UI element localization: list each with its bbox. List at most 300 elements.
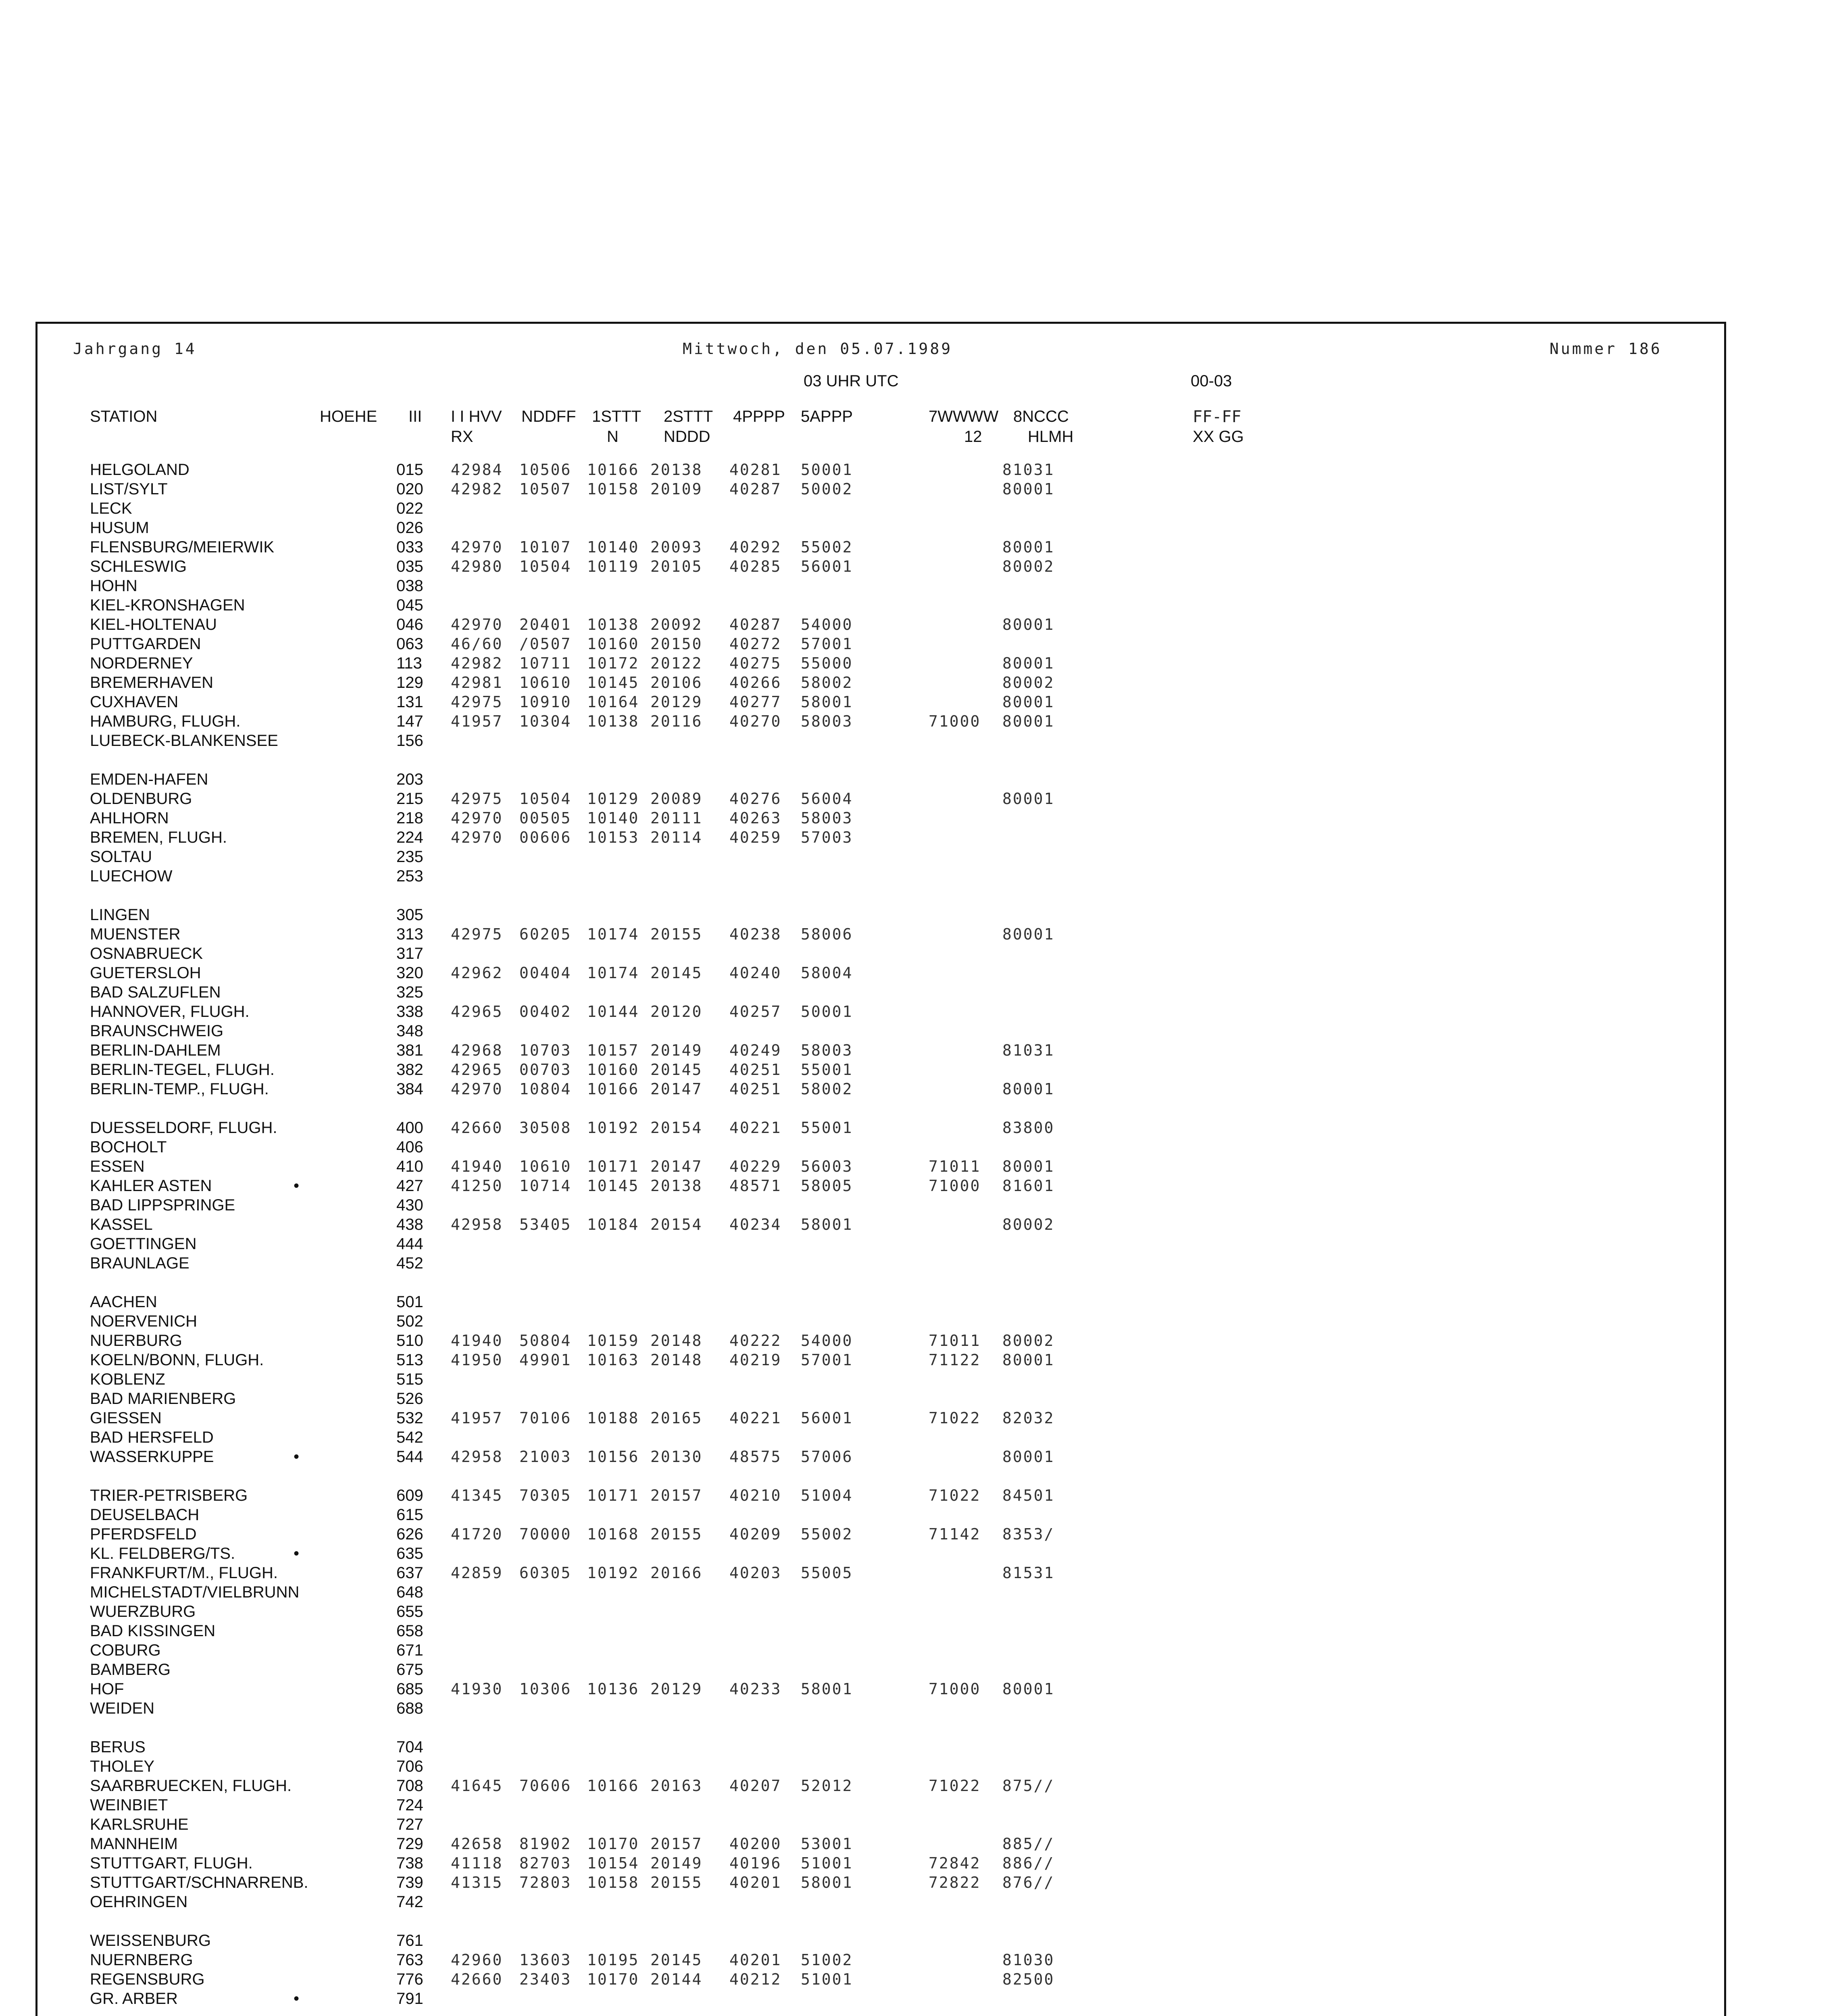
code-sttt1: 10158 (587, 1874, 639, 1891)
station-iii: 761 (396, 1932, 423, 1949)
col-5appp: 5APPP (801, 408, 853, 425)
station-name: FLENSBURG/MEIERWIK (90, 538, 275, 556)
code-appp: 54000 (801, 616, 853, 633)
code-nccc: 876// (1002, 1874, 1055, 1891)
station-name: MICHELSTADT/VIELBRUNN (90, 1583, 300, 1601)
code-pppp: 40276 (729, 790, 782, 808)
code-wwww: 71122 (929, 1351, 981, 1369)
station-name: BERUS (90, 1738, 146, 1756)
station-name: KASSEL (90, 1216, 153, 1233)
station-iii: 218 (396, 809, 423, 827)
code-nddff: 10107 (519, 538, 572, 556)
code-nddff: 30508 (519, 1119, 572, 1137)
code-nccc: 82032 (1002, 1409, 1055, 1427)
station-name: KIEL-KRONSHAGEN (90, 596, 245, 614)
code-appp: 50002 (801, 480, 853, 498)
code-appp: 57001 (801, 635, 853, 653)
station-iii: 688 (396, 1699, 423, 1717)
station-iii: 671 (396, 1641, 423, 1659)
station-name: EMDEN-HAFEN (90, 771, 208, 788)
station-name: BAD SALZUFLEN (90, 983, 221, 1001)
code-sttt1: 10195 (587, 1951, 639, 1969)
col-8nccc: 8NCCC (1013, 408, 1069, 425)
code-sttt1: 10192 (587, 1119, 639, 1137)
code-nddff: 00404 (519, 964, 572, 982)
station-iii: 253 (396, 867, 423, 885)
station-name: TRIER-PETRISBERG (90, 1487, 248, 1504)
code-sttt2: 20130 (650, 1448, 703, 1466)
station-name: KL. FELDBERG/TS. (90, 1545, 235, 1562)
col-7wwww-sub: 12 (964, 428, 982, 446)
station-iii: 382 (396, 1061, 423, 1079)
code-pppp: 40259 (729, 829, 782, 846)
code-sttt1: 10188 (587, 1409, 639, 1427)
station-iii: 515 (396, 1370, 423, 1388)
code-ihvv: 41250 (451, 1177, 503, 1195)
code-sttt1: 10171 (587, 1487, 639, 1504)
station-name: NORDERNEY (90, 654, 193, 672)
code-nddff: 00703 (519, 1061, 572, 1079)
time-label: 03 UHR UTC (804, 372, 899, 390)
col-ff: FF-FF (1193, 408, 1241, 426)
code-pppp: 40257 (729, 1003, 782, 1020)
station-name: BAMBERG (90, 1661, 171, 1679)
station-iii: 325 (396, 983, 423, 1001)
station-iii: 452 (396, 1254, 423, 1272)
station-iii: 384 (396, 1080, 423, 1098)
code-appp: 58001 (801, 1874, 853, 1891)
station-iii: 022 (396, 500, 423, 517)
code-pppp: 40238 (729, 925, 782, 943)
code-appp: 56001 (801, 1409, 853, 1427)
code-ihvv: 42970 (451, 1080, 503, 1098)
station-name: BERLIN-TEMP., FLUGH. (90, 1080, 269, 1098)
code-sttt2: 20149 (650, 1854, 703, 1872)
code-nccc: 80001 (1002, 1448, 1055, 1466)
code-appp: 50001 (801, 1003, 853, 1020)
code-sttt1: 10168 (587, 1525, 639, 1543)
code-wwww: 71000 (929, 1680, 981, 1698)
station-iii: 526 (396, 1390, 423, 1408)
col-2sttt-sub: NDDD (664, 428, 710, 446)
station-name: BREMERHAVEN (90, 674, 213, 691)
code-wwww: 71011 (929, 1332, 981, 1350)
station-iii: 427 (396, 1177, 423, 1195)
code-sttt2: 20147 (650, 1158, 703, 1175)
code-nddff: 49901 (519, 1351, 572, 1369)
code-pppp: 40249 (729, 1041, 782, 1059)
station-iii: 738 (396, 1854, 423, 1872)
code-sttt1: 10145 (587, 674, 639, 691)
code-nccc: 80001 (1002, 538, 1055, 556)
station-name: HOHN (90, 577, 137, 595)
station-name: BAD KISSINGEN (90, 1622, 216, 1640)
station-name: HOF (90, 1680, 124, 1698)
code-sttt1: 10166 (587, 461, 639, 479)
code-ihvv: 46/60 (451, 635, 503, 653)
code-pppp: 40229 (729, 1158, 782, 1175)
code-pppp: 40203 (729, 1564, 782, 1582)
code-nccc: 84501 (1002, 1487, 1055, 1504)
station-iii: 224 (396, 829, 423, 846)
code-sttt1: 10145 (587, 1177, 639, 1195)
code-appp: 56001 (801, 558, 853, 575)
station-name: LIST/SYLT (90, 480, 168, 498)
station-name: PUTTGARDEN (90, 635, 201, 653)
code-nccc: 80001 (1002, 925, 1055, 943)
code-ihvv: 42970 (451, 538, 503, 556)
code-sttt2: 20149 (650, 1041, 703, 1059)
code-appp: 58002 (801, 674, 853, 691)
station-name: LUECHOW (90, 867, 173, 885)
code-ihvv: 42980 (451, 558, 503, 575)
station-iii: 501 (396, 1293, 423, 1311)
code-sttt2: 20155 (650, 925, 703, 943)
station-iii: 727 (396, 1816, 423, 1833)
code-ihvv: 42970 (451, 809, 503, 827)
code-ihvv: 42970 (451, 829, 503, 846)
code-nddff: 70606 (519, 1777, 572, 1795)
code-pppp: 40281 (729, 461, 782, 479)
station-iii: 637 (396, 1564, 423, 1582)
code-sttt2: 20106 (650, 674, 703, 691)
code-nddff: 50804 (519, 1332, 572, 1350)
code-sttt1: 10144 (587, 1003, 639, 1020)
station-iii: 313 (396, 925, 423, 943)
code-ihvv: 42975 (451, 790, 503, 808)
code-nccc: 81531 (1002, 1564, 1055, 1582)
station-iii: 542 (396, 1429, 423, 1446)
code-ihvv: 42975 (451, 925, 503, 943)
code-appp: 51002 (801, 1951, 853, 1969)
code-sttt1: 10163 (587, 1351, 639, 1369)
code-appp: 54000 (801, 1332, 853, 1350)
code-ihvv: 41950 (451, 1351, 503, 1369)
code-sttt1: 10136 (587, 1680, 639, 1698)
code-nccc: 80001 (1002, 1080, 1055, 1098)
station-name: BERLIN-TEGEL, FLUGH. (90, 1061, 275, 1079)
station-name: DEUSELBACH (90, 1506, 200, 1524)
station-name: SCHLESWIG (90, 558, 187, 575)
station-iii: 708 (396, 1777, 423, 1795)
code-pppp: 40221 (729, 1409, 782, 1427)
code-appp: 58003 (801, 809, 853, 827)
code-sttt2: 20116 (650, 712, 703, 730)
bergstation-marker: • (294, 1545, 300, 1562)
code-wwww: 72842 (929, 1854, 981, 1872)
code-nddff: 23403 (519, 1970, 572, 1988)
code-pppp: 40287 (729, 616, 782, 633)
station-iii: 215 (396, 790, 423, 808)
code-pppp: 40234 (729, 1216, 782, 1233)
code-ihvv: 42960 (451, 1951, 503, 1969)
code-ihvv: 41930 (451, 1680, 503, 1698)
station-iii: 655 (396, 1603, 423, 1620)
station-name: BAD LIPPSPRINGE (90, 1196, 235, 1214)
col-hoehe: HOEHE (320, 408, 377, 425)
code-sttt2: 20148 (650, 1351, 703, 1369)
code-sttt2: 20157 (650, 1835, 703, 1853)
code-sttt2: 20148 (650, 1332, 703, 1350)
code-sttt1: 10157 (587, 1041, 639, 1059)
code-nccc: 80001 (1002, 1351, 1055, 1369)
station-iii: 147 (396, 712, 423, 730)
code-nccc: 80002 (1002, 1216, 1055, 1233)
station-iii: 626 (396, 1525, 423, 1543)
code-ihvv: 42982 (451, 480, 503, 498)
code-nddff: 10714 (519, 1177, 572, 1195)
station-iii: 532 (396, 1409, 423, 1427)
station-iii: 704 (396, 1738, 423, 1756)
station-name: NOERVENICH (90, 1312, 197, 1330)
code-ihvv: 42981 (451, 674, 503, 691)
code-pppp: 40221 (729, 1119, 782, 1137)
code-wwww: 71142 (929, 1525, 981, 1543)
station-name: OLDENBURG (90, 790, 192, 808)
code-appp: 57001 (801, 1351, 853, 1369)
code-pppp: 40233 (729, 1680, 782, 1698)
code-sttt2: 20114 (650, 829, 703, 846)
code-sttt2: 20155 (650, 1874, 703, 1891)
station-name: REGENSBURG (90, 1970, 205, 1988)
station-name: WUERZBURG (90, 1603, 196, 1620)
station-iii: 729 (396, 1835, 423, 1853)
code-sttt2: 20129 (650, 693, 703, 711)
code-pppp: 40285 (729, 558, 782, 575)
code-pppp: 40200 (729, 1835, 782, 1853)
bergstation-marker: • (294, 1448, 300, 1466)
report-frame (35, 322, 1726, 2016)
col-1sttt: 1STTT (592, 408, 642, 425)
code-pppp: 40207 (729, 1777, 782, 1795)
station-name: AACHEN (90, 1293, 157, 1311)
code-sttt1: 10156 (587, 1448, 639, 1466)
station-iii: 609 (396, 1487, 423, 1504)
station-name: GIESSEN (90, 1409, 162, 1427)
code-nddff: 70106 (519, 1409, 572, 1427)
code-sttt2: 20144 (650, 1970, 703, 1988)
code-sttt2: 20129 (650, 1680, 703, 1698)
col-iii: III (408, 408, 422, 425)
code-nccc: 80002 (1002, 558, 1055, 575)
code-ihvv: 41645 (451, 1777, 503, 1795)
code-nddff: 10804 (519, 1080, 572, 1098)
code-nddff: 10504 (519, 790, 572, 808)
code-sttt1: 10154 (587, 1854, 639, 1872)
station-iii: 156 (396, 732, 423, 750)
code-nddff: 10507 (519, 480, 572, 498)
code-nddff: 00606 (519, 829, 572, 846)
code-appp: 51004 (801, 1487, 853, 1504)
station-iii: 502 (396, 1312, 423, 1330)
code-ihvv: 41720 (451, 1525, 503, 1543)
code-appp: 55005 (801, 1564, 853, 1582)
code-sttt1: 10159 (587, 1332, 639, 1350)
code-nddff: 13603 (519, 1951, 572, 1969)
code-nddff: 10910 (519, 693, 572, 711)
code-nccc: 80002 (1002, 1332, 1055, 1350)
station-iii: 791 (396, 1990, 423, 2008)
code-nccc: 8353/ (1002, 1525, 1055, 1543)
code-pppp: 40272 (729, 635, 782, 653)
code-nccc: 81601 (1002, 1177, 1055, 1195)
code-appp: 52012 (801, 1777, 853, 1795)
station-name: FRANKFURT/M., FLUGH. (90, 1564, 278, 1582)
code-ihvv: 42958 (451, 1216, 503, 1233)
col-7wwww: 7WWWW (929, 408, 999, 425)
code-appp: 58004 (801, 964, 853, 982)
code-nddff: 60205 (519, 925, 572, 943)
code-sttt1: 10174 (587, 964, 639, 982)
station-iii: 675 (396, 1661, 423, 1679)
code-ihvv: 42658 (451, 1835, 503, 1853)
col-8nccc-sub: HLMH (1028, 428, 1074, 446)
code-sttt2: 20093 (650, 538, 703, 556)
code-sttt1: 10138 (587, 616, 639, 633)
code-ihvv: 42968 (451, 1041, 503, 1059)
station-name: GOETTINGEN (90, 1235, 197, 1253)
station-name: BRAUNSCHWEIG (90, 1022, 224, 1040)
station-name: STUTTGART/SCHNARRENB. (90, 1874, 308, 1891)
station-iii: 203 (396, 771, 423, 788)
station-name: LUEBECK-BLANKENSEE (90, 732, 278, 750)
code-wwww: 71022 (929, 1487, 981, 1504)
code-sttt1: 10153 (587, 829, 639, 846)
code-sttt1: 10166 (587, 1080, 639, 1098)
code-pppp: 48571 (729, 1177, 782, 1195)
code-wwww: 71011 (929, 1158, 981, 1175)
station-iii: 615 (396, 1506, 423, 1524)
code-nddff: 00402 (519, 1003, 572, 1020)
code-nddff: 10304 (519, 712, 572, 730)
station-name: DUESSELDORF, FLUGH. (90, 1119, 277, 1137)
code-nccc: 885// (1002, 1835, 1055, 1853)
station-name: BAD MARIENBERG (90, 1390, 236, 1408)
code-appp: 58003 (801, 712, 853, 730)
code-nddff: 53405 (519, 1216, 572, 1233)
date-label: Mittwoch, den 05.07.1989 (683, 340, 953, 358)
code-nddff: 10306 (519, 1680, 572, 1698)
code-nddff: /0507 (519, 635, 572, 653)
code-pppp: 40292 (729, 538, 782, 556)
station-name: OEHRINGEN (90, 1893, 188, 1911)
code-appp: 55000 (801, 654, 853, 672)
code-appp: 51001 (801, 1970, 853, 1988)
station-iii: 438 (396, 1216, 423, 1233)
code-nddff: 10711 (519, 654, 572, 672)
code-nddff: 82703 (519, 1854, 572, 1872)
code-nddff: 81902 (519, 1835, 572, 1853)
code-pppp: 40277 (729, 693, 782, 711)
station-name: HELGOLAND (90, 461, 190, 479)
code-appp: 53001 (801, 1835, 853, 1853)
col-ihvv-sub: RX (451, 428, 473, 446)
code-pppp: 40287 (729, 480, 782, 498)
code-sttt2: 20092 (650, 616, 703, 633)
code-pppp: 40210 (729, 1487, 782, 1504)
code-appp: 55001 (801, 1119, 853, 1137)
code-ihvv: 41940 (451, 1158, 503, 1175)
station-iii: 020 (396, 480, 423, 498)
code-nccc: 80001 (1002, 1680, 1055, 1698)
code-nccc: 81031 (1002, 1041, 1055, 1059)
col-2sttt: 2STTT (664, 408, 713, 425)
code-pppp: 40196 (729, 1854, 782, 1872)
code-sttt2: 20147 (650, 1080, 703, 1098)
code-ihvv: 41957 (451, 1409, 503, 1427)
station-iii: 305 (396, 906, 423, 924)
station-name: KIEL-HOLTENAU (90, 616, 217, 633)
code-sttt2: 20145 (650, 1951, 703, 1969)
code-nddff: 10504 (519, 558, 572, 575)
code-nddff: 10610 (519, 674, 572, 691)
code-ihvv: 42975 (451, 693, 503, 711)
station-name: HUSUM (90, 519, 149, 537)
code-pppp: 40209 (729, 1525, 782, 1543)
station-name: BOCHOLT (90, 1138, 167, 1156)
code-ihvv: 41940 (451, 1332, 503, 1350)
code-ihvv: 41315 (451, 1874, 503, 1891)
code-sttt1: 10140 (587, 538, 639, 556)
station-name: HANNOVER, FLUGH. (90, 1003, 250, 1020)
code-ihvv: 42965 (451, 1003, 503, 1020)
station-iii: 381 (396, 1041, 423, 1059)
station-name: OSNABRUECK (90, 945, 203, 962)
station-iii: 763 (396, 1951, 423, 1969)
station-name: WASSERKUPPE (90, 1448, 214, 1466)
code-sttt2: 20145 (650, 964, 703, 982)
code-nccc: 80001 (1002, 616, 1055, 633)
code-pppp: 48575 (729, 1448, 782, 1466)
code-sttt1: 10138 (587, 712, 639, 730)
station-iii: 035 (396, 558, 423, 575)
code-nddff: 10506 (519, 461, 572, 479)
station-name: KOBLENZ (90, 1370, 165, 1388)
code-nddff: 20401 (519, 616, 572, 633)
station-name: GUETERSLOH (90, 964, 201, 982)
station-name: THOLEY (90, 1758, 155, 1775)
code-nddff: 00505 (519, 809, 572, 827)
station-name: MUENSTER (90, 925, 181, 943)
station-name: KAHLER ASTEN (90, 1177, 212, 1195)
code-ihvv: 42962 (451, 964, 503, 982)
station-name: NUERNBERG (90, 1951, 193, 1969)
code-pppp: 40251 (729, 1061, 782, 1079)
code-appp: 57006 (801, 1448, 853, 1466)
code-pppp: 40270 (729, 712, 782, 730)
code-sttt1: 10170 (587, 1835, 639, 1853)
station-iii: 026 (396, 519, 423, 537)
station-iii: 444 (396, 1235, 423, 1253)
col-1sttt-sub: N (607, 428, 619, 446)
station-iii: 015 (396, 461, 423, 479)
code-pppp: 40201 (729, 1874, 782, 1891)
station-iii: 338 (396, 1003, 423, 1020)
bergstation-marker: • (294, 1177, 300, 1195)
code-ihvv: 42982 (451, 654, 503, 672)
code-nddff: 10703 (519, 1041, 572, 1059)
code-sttt1: 10174 (587, 925, 639, 943)
station-iii: 400 (396, 1119, 423, 1137)
code-nccc: 82500 (1002, 1970, 1055, 1988)
code-sttt2: 20138 (650, 1177, 703, 1195)
code-pppp: 40275 (729, 654, 782, 672)
code-sttt2: 20122 (650, 654, 703, 672)
col-nddff: NDDFF (521, 408, 576, 425)
bergstation-marker: • (294, 1990, 300, 2008)
station-iii: 724 (396, 1796, 423, 1814)
jahrgang-label: Jahrgang 14 (73, 340, 197, 358)
